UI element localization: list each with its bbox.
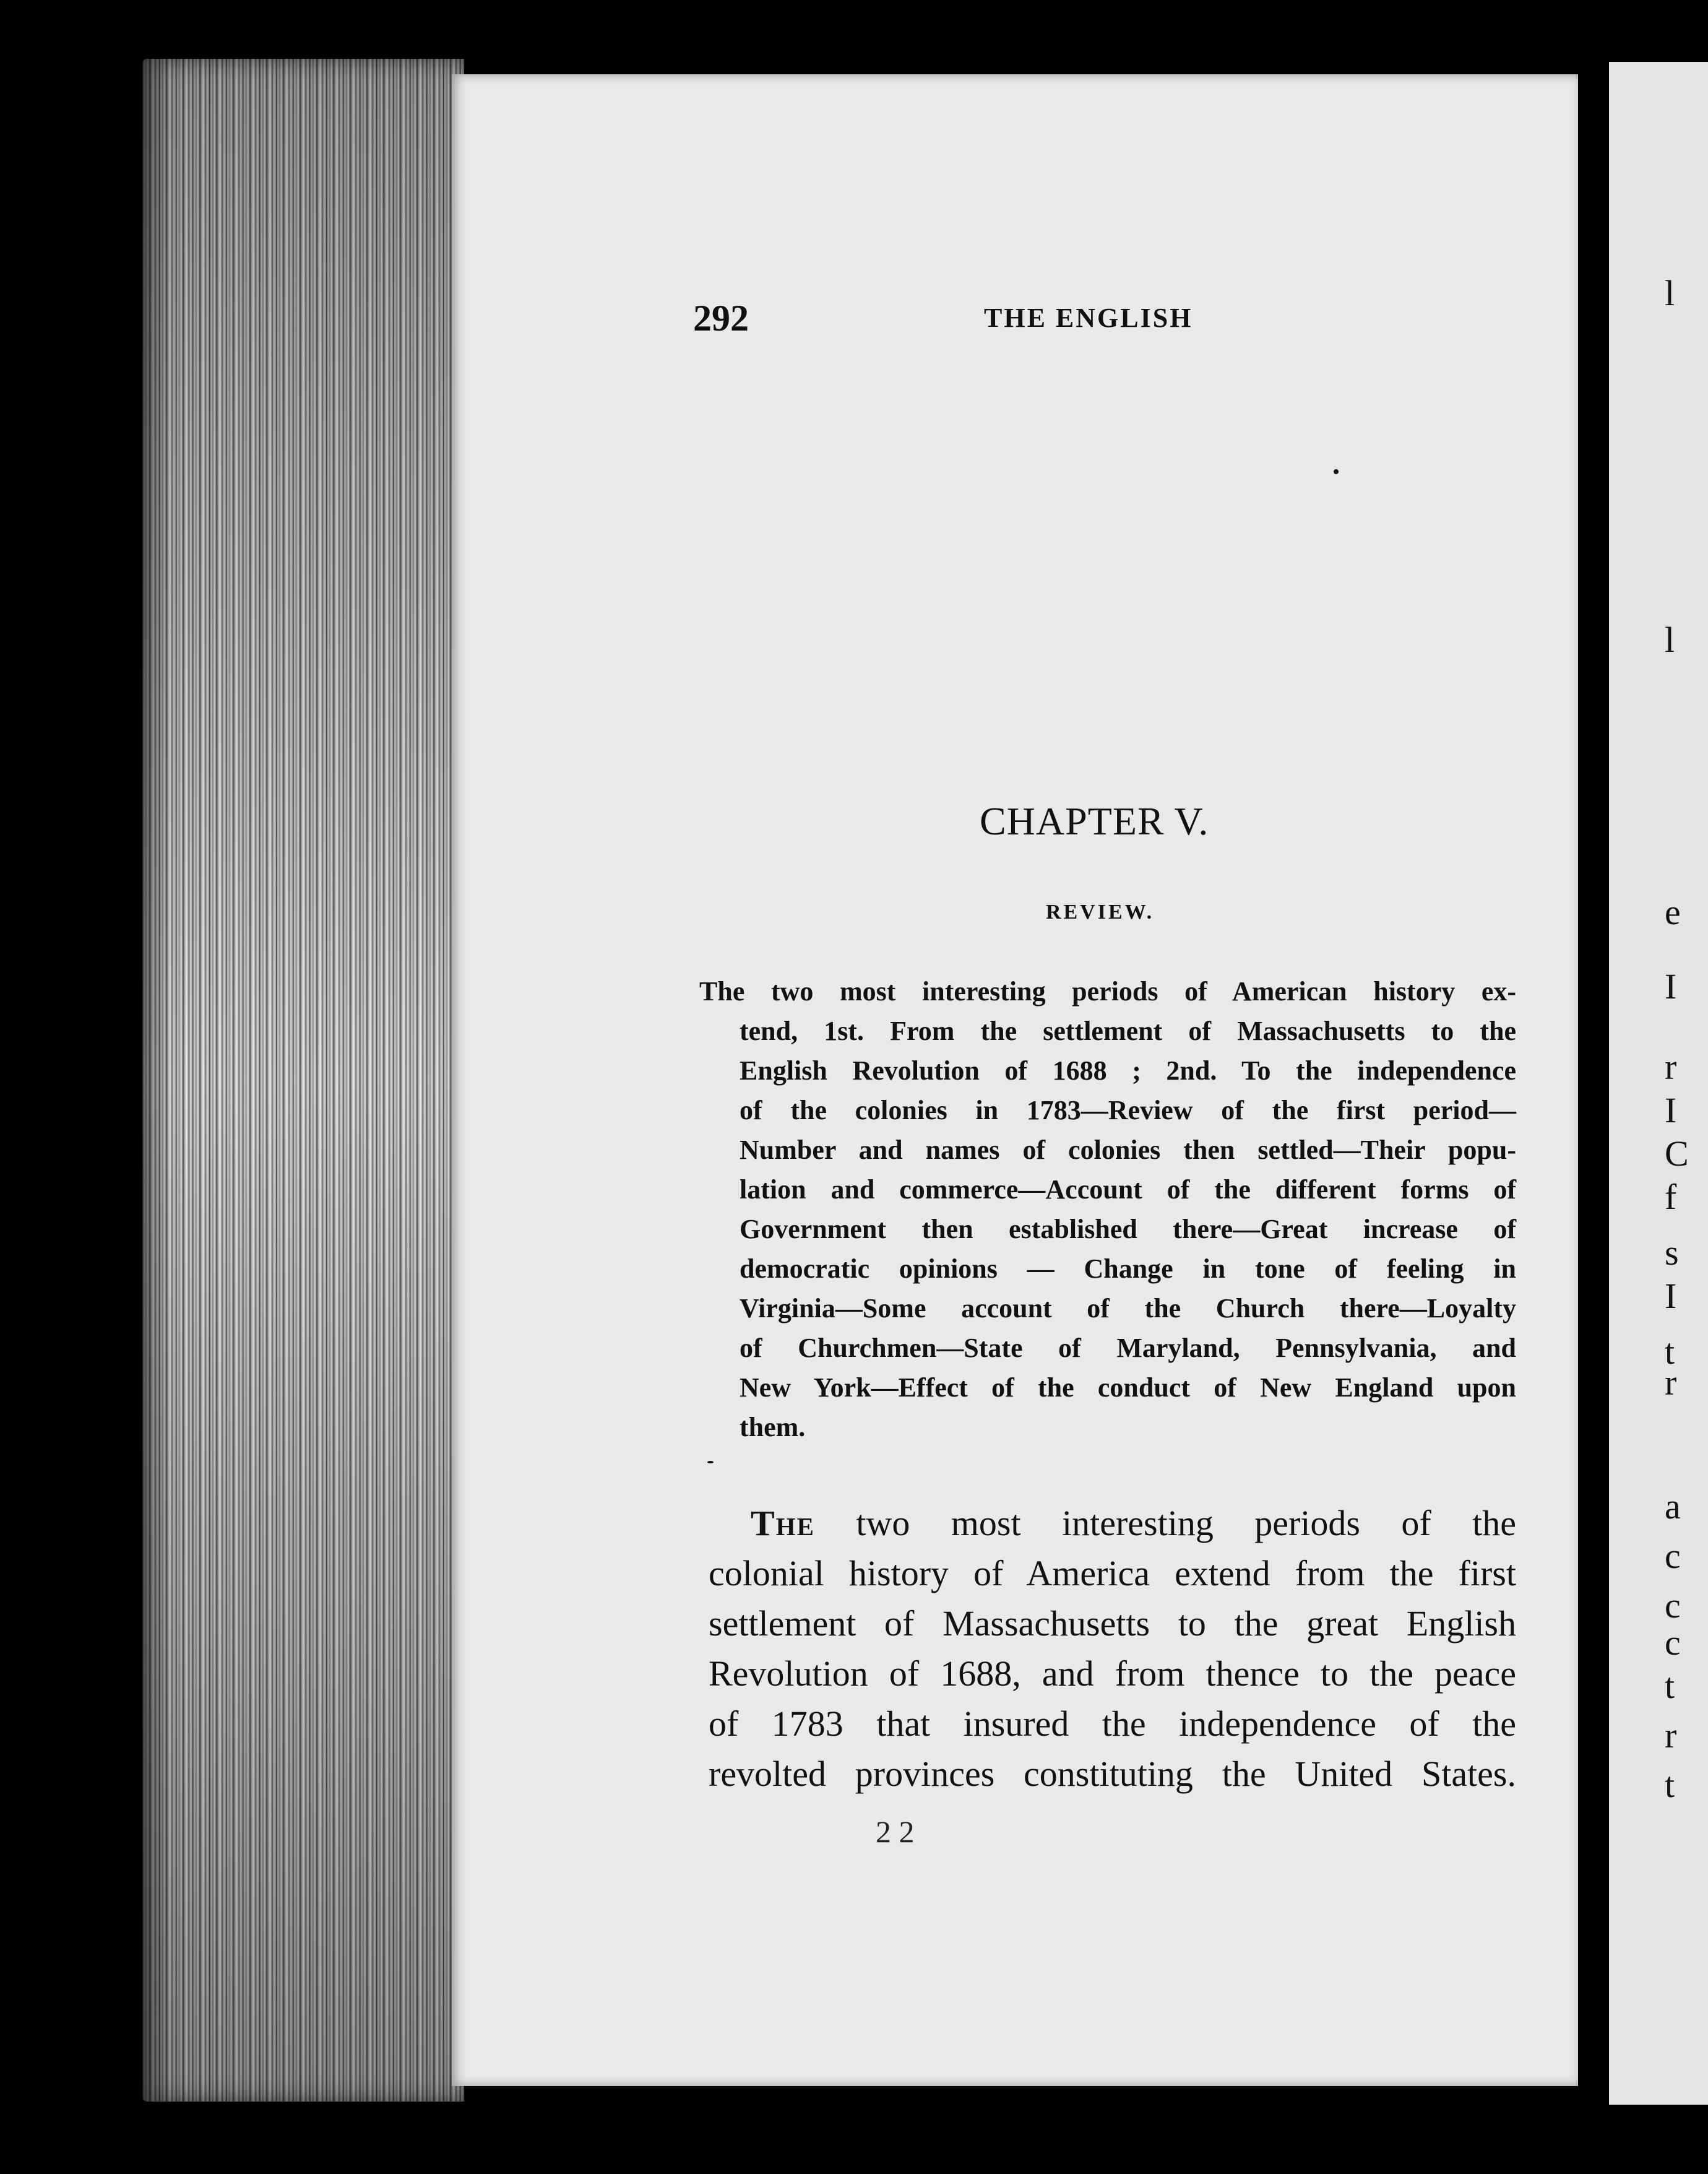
facing-page-letter: r: [1665, 1362, 1677, 1403]
chapter-title: CHAPTER V.: [980, 799, 1209, 843]
facing-page-letter: l: [1665, 273, 1675, 313]
summary-line: tend, 1st. From the settlement of Massachusetts to the: [740, 1016, 1516, 1046]
body-line: of 1783 that insured the independence of the: [709, 1704, 1516, 1744]
facing-page-letter: l: [1665, 620, 1675, 660]
facing-page-letter: I: [1665, 1276, 1677, 1316]
review-heading: REVIEW.: [1046, 901, 1155, 924]
running-head-title: THE ENGLISH: [984, 303, 1193, 333]
body-line-rest: two most interesting periods of the: [856, 1503, 1516, 1543]
summary-line: of the colonies in 1783—Review of the first period—: [740, 1095, 1516, 1125]
facing-page-letter: t: [1665, 1765, 1675, 1805]
body-line: revolted provinces constituting the United States.: [709, 1754, 1516, 1794]
facing-page-letter: f: [1665, 1177, 1677, 1217]
facing-page-letter: r: [1665, 1715, 1677, 1756]
summary-line: New York—Effect of the conduct of New England upon: [740, 1372, 1516, 1403]
facing-page-letter: I: [1665, 1090, 1677, 1130]
facing-page-letter: t: [1665, 1666, 1675, 1706]
summary-line: them.: [740, 1412, 806, 1442]
body-paragraph: [709, 1498, 1516, 1799]
body-line-first: [709, 1498, 1516, 1548]
summary-line: lation and commerce—Account of the different forms of: [740, 1174, 1516, 1205]
summary-line: Government then established there—Great increase of: [740, 1214, 1516, 1244]
facing-page-letter: c: [1665, 1536, 1681, 1576]
summary-line: of Churchmen—State of Maryland, Pennsylvania, and: [740, 1333, 1516, 1363]
book-edge-shading: [142, 59, 464, 2102]
running-head: [693, 297, 1238, 347]
summary-line: English Revolution of 1688 ; 2nd. To the independence: [740, 1055, 1516, 1086]
facing-page-letter: e: [1665, 892, 1681, 932]
drop-word: The: [751, 1503, 815, 1543]
facing-page-letter: s: [1665, 1232, 1679, 1273]
facing-page-letter: I: [1665, 966, 1677, 1007]
folio-mark: 2 2: [876, 1814, 915, 1849]
page-number: 292: [693, 298, 749, 339]
facing-page-letter: a: [1665, 1486, 1681, 1527]
chapter-summary: [699, 972, 1516, 1447]
summary-line: Number and names of colonies then settled—Their popu-: [740, 1135, 1516, 1165]
summary-line: Virginia—Some account of the Church there—Loyalty: [740, 1293, 1516, 1323]
facing-page-letter: t: [1665, 1332, 1675, 1372]
facing-page-letter: r: [1665, 1047, 1677, 1087]
facing-page-letter: c: [1665, 1585, 1681, 1626]
facing-page: [1609, 62, 1708, 2105]
body-line: settlement of Massachusetts to the great English: [709, 1603, 1516, 1643]
summary-line: The two most interesting periods of American history ex-: [699, 976, 1516, 1007]
facing-page-letter: C: [1665, 1133, 1689, 1174]
body-line: Revolution of 1688, and from thence to the peace: [709, 1653, 1516, 1694]
ink-speck: [1334, 469, 1339, 474]
summary-line: democratic opinions — Change in tone of feeling in: [740, 1254, 1516, 1284]
ink-speck: [707, 1461, 714, 1463]
facing-page-letter: c: [1665, 1622, 1681, 1663]
body-line: colonial history of America extend from the first: [709, 1553, 1516, 1593]
